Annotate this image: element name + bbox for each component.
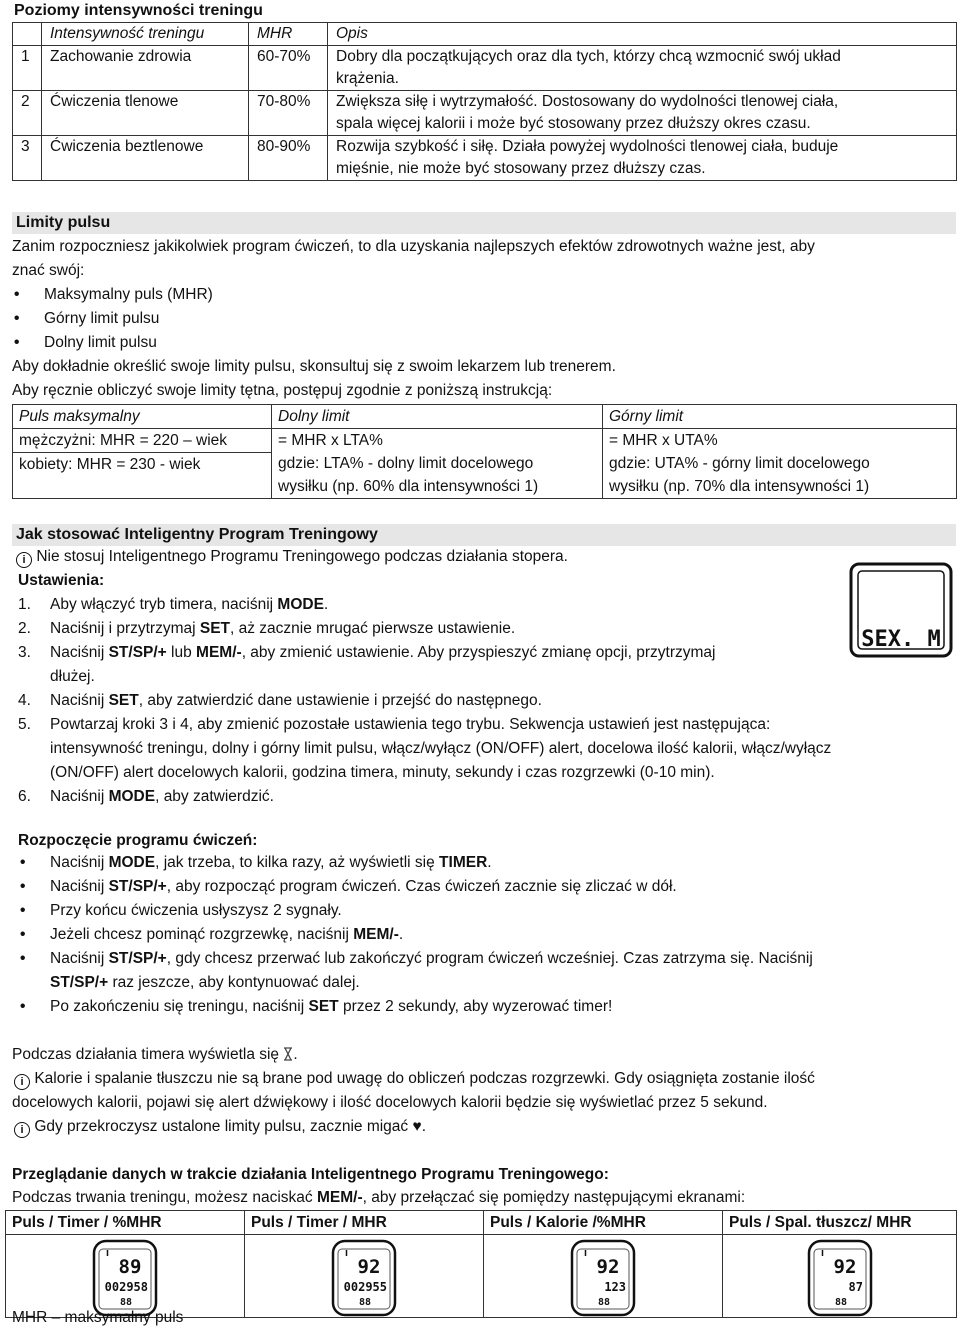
step-text: Powtarzaj kroki 3 i 4, aby zmienić pozostałe ustawienia tego trybu. Sekwencja ustawień jest następująca:	[50, 716, 771, 733]
bottom-value: 88	[358, 1297, 372, 1308]
calories-note-line1: i Kalorie i spalanie tłuszczu nie są brane pod uwagę do obliczeń podczas rozgrzewki. Gdy osiągnięta zostanie ilość	[14, 1068, 815, 1090]
mid-value: 002955	[343, 1280, 387, 1294]
row-mhr: 70-80%	[249, 91, 328, 136]
row-name: Ćwiczenia tlenowe	[42, 91, 249, 136]
limits-intro-line1: Zanim rozpoczniesz jakikolwiek program ćwiczeń, to dla uzyskania najlepszych efektów zdrowotnych ważne jest, aby	[12, 238, 815, 255]
watch-screen	[807, 1239, 873, 1317]
header-upper-limit: Górny limit	[609, 408, 684, 425]
limits-consult: Aby dokładnie określić swoje limity pulsu, skonsultuj się z swoim lekarzem lub trenerem.	[12, 358, 616, 375]
row-mhr: 80-90%	[249, 136, 328, 181]
mid-value: 002958	[104, 1280, 148, 1294]
step-number: 1.	[18, 596, 31, 613]
step-text: dłużej.	[50, 668, 95, 685]
step-text: (ON/OFF) alert docelowych kalorii, godzina timera, minuty, sekundy i czas rozgrzewki (0-10 min).	[50, 764, 715, 781]
screen-label: Puls / Spal. tłuszcz/ MHR	[723, 1211, 957, 1235]
table-header-row	[6, 1211, 957, 1235]
row-number: 1	[13, 46, 42, 91]
calories-note-line2: docelowych kalorii, pojawi się alert dźwiękowy i ilość docelowych kalorii będzie się wyświetlać przez 5 sekund.	[12, 1094, 768, 1111]
info-icon: i	[14, 1074, 30, 1090]
row-description: Dobry dla początkujących oraz dla tych, którzy chcą wzmocnić swój układ krążenia.	[328, 46, 957, 91]
intensity-table	[12, 22, 957, 181]
watch-screen	[570, 1239, 636, 1317]
footer-note: MHR – maksymalny puls	[12, 1309, 184, 1326]
pulse-value: 92	[357, 1256, 381, 1278]
limits-exceeded-note: i Gdy przekroczysz ustalone limity pulsu, zacznie migać ♥.	[14, 1116, 426, 1138]
settings-label: Ustawienia:	[18, 572, 105, 589]
header-lower-limit: Dolny limit	[278, 408, 350, 425]
pulse-value: 89	[118, 1256, 142, 1278]
row-mhr: 60-70%	[249, 46, 328, 91]
step-number: 2.	[18, 620, 31, 637]
timer-display-note: Podczas działania timera wyświetla się .	[12, 1044, 298, 1068]
row-number: 3	[13, 136, 42, 181]
mid-value: 87	[848, 1280, 863, 1294]
pulse-formula-table	[12, 404, 957, 499]
bottom-value: 88	[597, 1297, 611, 1308]
step-text: Naciśnij ST/SP/+ lub MEM/-, aby zmienić ustawienie. Aby przyspieszyć zmianę opcji, przytrzymaj	[50, 644, 716, 661]
screen-image-cell	[6, 1235, 245, 1318]
screens-table	[5, 1210, 957, 1318]
start-title: Rozpoczęcie programu ćwiczeń:	[18, 832, 258, 849]
row-description: Zwiększa siłę i wytrzymałość. Dostosowany do wydolności tlenowej ciała, spala więcej kalorii i może być stosowany przez dłuższy okres czasu.	[328, 91, 957, 136]
step-number: 5.	[18, 716, 31, 733]
row-number: 2	[13, 91, 42, 136]
screen-image-cell	[484, 1235, 723, 1318]
table-header-row	[13, 23, 957, 46]
row-name: Ćwiczenia beztlenowe	[42, 136, 249, 181]
table-row	[13, 46, 957, 91]
list-item: • Dolny limit pulsu	[44, 332, 157, 354]
step-number: 4.	[18, 692, 31, 709]
step-text: Naciśnij MODE, aby zatwierdzić.	[50, 788, 274, 805]
screen-image-cell	[723, 1235, 957, 1318]
list-item: • Górny limit pulsu	[44, 308, 159, 330]
step-text: Naciśnij SET, aby zatwierdzić dane ustawienie i przejść do następnego.	[50, 692, 542, 709]
header-max-pulse: Puls maksymalny	[19, 408, 140, 425]
table-header-row	[13, 405, 957, 429]
lower-limit-cell: = MHR x LTA% gdzie: LTA% - dolny limit docelowego wysiłku (np. 60% dla intensywności 1)	[272, 429, 603, 499]
levels-title: Poziomy intensywności treningu	[14, 2, 263, 19]
table-row	[13, 136, 957, 181]
row-name: Zachowanie zdrowia	[42, 46, 249, 91]
upper-limit-cell: = MHR x UTA% gdzie: UTA% - górny limit docelowego wysiłku (np. 70% dla intensywności 1)	[603, 429, 957, 499]
table-row	[13, 91, 957, 136]
table-row	[6, 1235, 957, 1318]
step-number: 3.	[18, 644, 31, 661]
svg-text:I: I	[820, 1249, 824, 1258]
list-item: ST/SP/+ raz jeszcze, aby kontynuować dalej.	[50, 974, 360, 991]
list-item: • Przy końcu ćwiczenia usłyszysz 2 sygnały.	[50, 900, 342, 922]
row-description: Rozwija szybkość i siłę. Działa powyżej wydolności tlenowej ciała, buduje mięśnie, nie może być stosowany przez dłuższy czas.	[328, 136, 957, 181]
limits-manual: Aby ręcznie obliczyć swoje limity tętna, postępuj zgodnie z poniższą instrukcją:	[12, 382, 553, 399]
review-intro: Podczas trwania treningu, możesz naciskać MEM/-, aby przełączać się pomiędzy następującymi ekranami:	[12, 1189, 746, 1206]
list-item: • Po zakończeniu się treningu, naciśnij SET przez 2 sekundy, aby wyzerować timer!	[50, 996, 612, 1018]
pulse-value: 92	[596, 1256, 620, 1278]
list-item: • Maksymalny puls (MHR)	[44, 284, 213, 306]
heart-icon: ♥	[412, 1118, 422, 1135]
mid-value: 123	[604, 1280, 626, 1294]
step-text: intensywność treningu, dolny i górny limit pulsu, włącz/wyłącz (ON/OFF) alert, docelowa ilość kalorii, włącz/wyłącz	[50, 740, 832, 757]
list-item: • Jeżeli chcesz pominąć rozgrzewkę, naciśnij MEM/-.	[50, 924, 403, 946]
screen-label: Puls / Kalorie /%MHR	[484, 1211, 723, 1235]
svg-text:I: I	[584, 1249, 587, 1258]
screen-label: Puls / Timer / %MHR	[6, 1211, 245, 1235]
step-text: Aby włączyć tryb timera, naciśnij MODE.	[50, 596, 329, 613]
list-item: • Naciśnij MODE, jak trzeba, to kilka razy, aż wyświetli się TIMER.	[50, 852, 492, 874]
pulse-value: 92	[833, 1256, 856, 1278]
max-pulse-cell: mężczyżni: MHR = 220 – wiek kobiety: MHR = 230 - wiek	[13, 429, 272, 499]
watch-lcd-sex	[849, 562, 953, 658]
svg-text:I: I	[106, 1249, 109, 1258]
screen-label: Puls / Timer / MHR	[245, 1211, 484, 1235]
header-mhr: MHR	[257, 25, 293, 42]
hourglass-icon	[283, 1046, 293, 1068]
header-intensity: Intensywność treningu	[50, 25, 205, 42]
step-number: 6.	[18, 788, 31, 805]
watch-screen	[92, 1239, 158, 1317]
info-icon: i	[16, 552, 32, 568]
step-text: Naciśnij i przytrzymaj SET, aż zacznie mrugać pierwsze ustawienie.	[50, 620, 516, 637]
howto-title: Jak stosować Inteligentny Program Treningowy	[12, 524, 956, 546]
bottom-value: 88	[834, 1297, 847, 1308]
list-item: • Naciśnij ST/SP/+, aby rozpocząć program ćwiczeń. Czas ćwiczeń zacznie się zliczać w dół.	[50, 876, 677, 898]
limits-title: Limity pulsu	[12, 212, 956, 234]
svg-text:I: I	[345, 1249, 348, 1258]
bottom-value: 88	[119, 1297, 133, 1308]
howto-note: i Nie stosuj Inteligentnego Programu Treningowego podczas działania stopera.	[16, 546, 568, 568]
header-description: Opis	[336, 25, 368, 42]
screen-image-cell	[245, 1235, 484, 1318]
list-item: • Naciśnij ST/SP/+, gdy chcesz przerwać lub zakończyć program ćwiczeń wcześniej. Czas zatrzyma się. Naciśnij	[50, 948, 813, 970]
watch-screen	[331, 1239, 397, 1317]
info-icon: i	[14, 1122, 30, 1138]
review-title: Przeglądanie danych w trakcie działania Inteligentnego Programu Treningowego:	[12, 1166, 609, 1183]
limits-intro-line2: znać swój:	[12, 262, 85, 279]
table-row	[13, 429, 957, 499]
lcd-text: SEX. M	[861, 627, 941, 652]
